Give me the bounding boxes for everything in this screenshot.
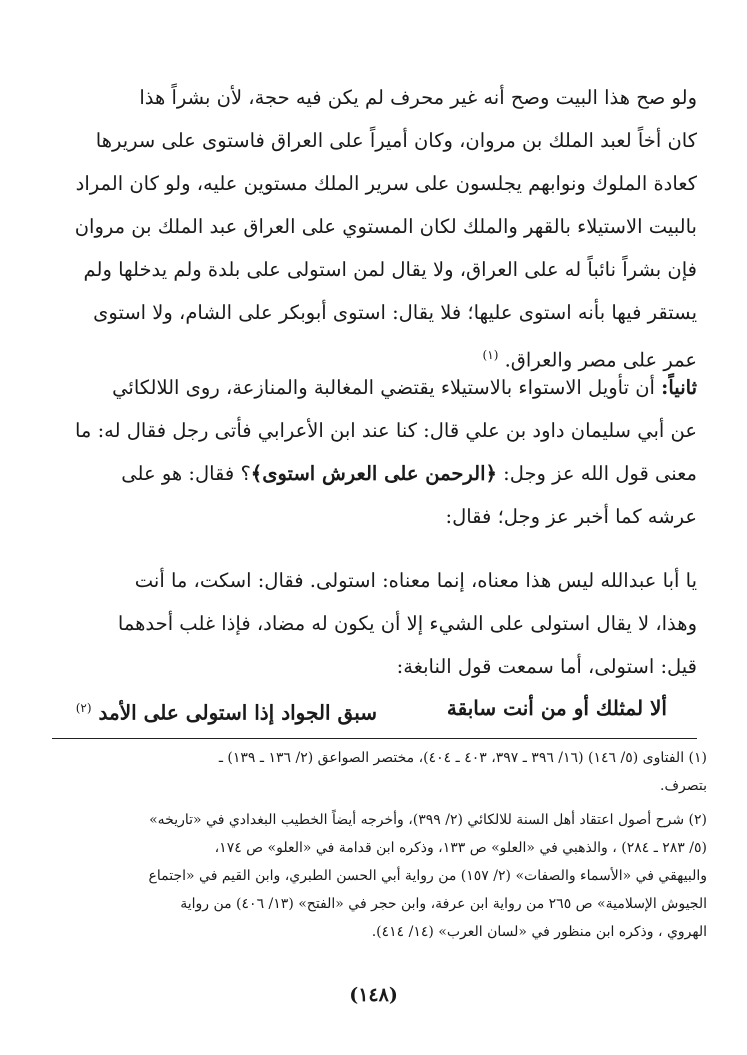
text-line-content: عمر على مصر والعراق.	[504, 348, 697, 372]
poem-first-hemistich: ألا لمثلك أو من أنت سابقة	[446, 696, 667, 720]
quran-verse: ﴿الرحمن على العرش استوى﴾	[250, 462, 497, 485]
footnote-2	[47, 806, 707, 946]
text-line: عرشه كما أخبر عز وجل؛ فقال:	[445, 505, 697, 528]
footnote-ref-1: (١)	[482, 348, 499, 362]
paragraph-1	[52, 76, 697, 377]
footnotes	[47, 744, 707, 946]
text-line: قيل: استولى، أما سمعت قول النابغة:	[396, 655, 697, 678]
text-line: عن أبي سليمان داود بن علي قال: كنا عند ابن الأعرابي فأتى رجل فقال له: ما	[74, 419, 697, 442]
text-line	[52, 366, 697, 409]
text-line-content: معنى قول الله عز وجل:	[496, 462, 697, 485]
text-line: كعادة الملوك ونوابهم يجلسون على سرير الملك مستوين عليه، ولو كان المراد	[75, 172, 697, 195]
page-number: (١٤٨)	[349, 984, 398, 1006]
text-line: بالبيت الاستيلاء بالقهر والملك لكان المستوي على العراق عبد الملك بن مروان	[74, 215, 697, 238]
paragraph-lead: ثانياً:	[661, 376, 697, 399]
footnote-ref-2: (٢)	[75, 701, 92, 715]
footnote-line: (١) الفتاوى (٥/ ١٤٦) (١٦/ ٣٩٦ ـ ٣٩٧، ٤٠٣ ـ ٤٠٤)، مختصر الصواعق (٢/ ١٣٦ ـ ١٣٩) ـ	[218, 750, 707, 766]
poem-verse	[52, 688, 697, 728]
text-line: كان أخاً لعبد الملك بن مروان، وكان أميراً على العراق فاستوى على سريرها	[95, 129, 697, 152]
footnote-line: الجيوش الإسلامية» ص ٢٦٥ من رواية ابن عرفة، وابن حجر في «الفتح» (١٣/ ٤٠٦) من رواية	[180, 896, 707, 912]
footnote-line: (٢) شرح أصول اعتقاد أهل السنة للالكائي (٢/ ٣٩٩)، وأخرجه أيضاً الخطيب البغدادي في «تاريخه»	[149, 812, 707, 828]
text-line-content: ؟ فقال: هو على	[121, 462, 251, 485]
footnote-1	[47, 744, 707, 800]
text-line: يستقر فيها بأنه استوى عليها؛ فلا يقال: استوى أبوبكر على الشام، ولا استوى	[93, 301, 697, 324]
footnote-line: والبيهقي في «الأسماء والصفات» (٢/ ١٥٧) من رواية أبي الحسن الطبري، وابن القيم في «اجتماع	[148, 868, 707, 884]
paragraph-2	[52, 366, 697, 538]
poem-second-hemistich: سبق الجواد إذا استولى على الأمد	[98, 700, 377, 725]
footnote-line: بتصرف.	[660, 778, 707, 794]
text-line: فإن بشراً نائباً له على العراق، ولا يقال لمن استولى على بلدة ولم يدخلها ولم	[83, 258, 697, 281]
text-line-content: أن تأويل الاستواء بالاستيلاء يقتضي المغالبة والمنازعة، روى اللالكائي	[112, 376, 662, 399]
paragraph-3	[52, 559, 697, 688]
text-line: يا أبا عبدالله ليس هذا معناه، إنما معناه: استولى. فقال: اسكت، ما أنت	[134, 569, 697, 592]
poem-second-hemistich-wrap	[76, 688, 377, 733]
footnote-divider	[52, 738, 697, 739]
footnote-line: (٥/ ٢٨٣ ـ ٢٨٤) ، والذهبي في «العلو» ص ١٣٣، وذكره ابن قدامة في «العلو» ص ١٧٤،	[214, 840, 707, 856]
footnote-line: الهروي ، وذكره ابن منظور في «لسان العرب» (١٤/ ٤١٤).	[371, 924, 707, 940]
text-line	[52, 452, 697, 495]
text-line: ولو صح هذا البيت وصح أنه غير محرف لم يكن فيه حجة، لأن بشراً هذا	[139, 86, 697, 109]
text-line: وهذا، لا يقال استولى على الشيء إلا أن يكون له مضاد، فإذا غلب أحدهما	[117, 612, 697, 635]
